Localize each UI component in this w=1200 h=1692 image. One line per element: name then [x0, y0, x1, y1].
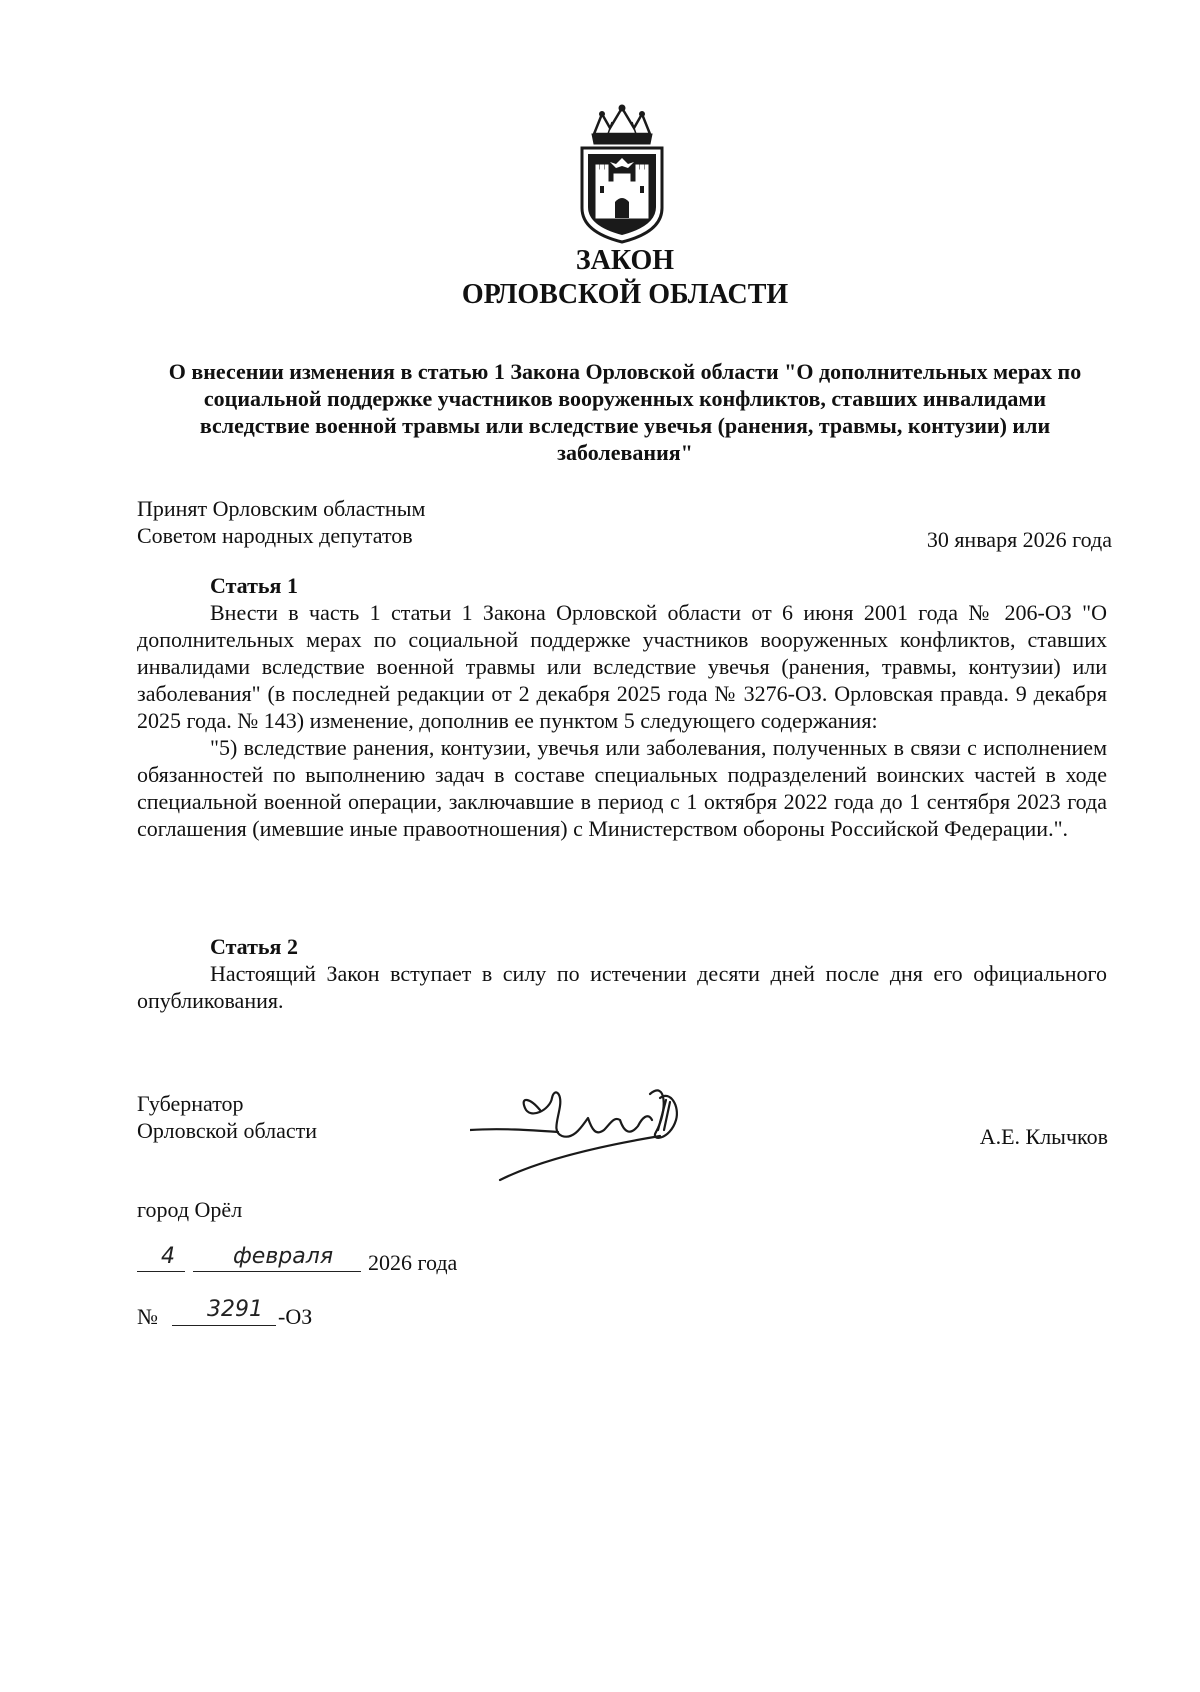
signing-month: февраля — [233, 1244, 334, 1269]
number-suffix: -ОЗ — [278, 1304, 313, 1329]
article-1 — [137, 572, 1107, 842]
article-2 — [137, 933, 1107, 1014]
law-number: 3291 — [207, 1297, 263, 1322]
signing-day: 4 — [161, 1244, 175, 1269]
number-prefix: № — [137, 1304, 158, 1329]
day-underline — [137, 1271, 185, 1272]
article-1-paragraph-1: Внести в часть 1 статьи 1 Закона Орловской области от 6 июня 2001 года № 206-ОЗ "О дополнительных мерах по социальной поддержке участников вооруженных конфликтов, ставших инвалидами вследствие военной травмы или вследствие увечья (ранения, травмы, контузии) или заболевания" (в последней редакции от 2 декабря 2025 года № 3276-ОЗ. Орловская правда. 9 декабря 2025 года. № 143) изменение, дополнив ее пунктом 5 следующего содержания: — [137, 600, 1107, 733]
signatory-title-2: Орловской области — [137, 1118, 317, 1143]
number-underline — [172, 1325, 276, 1326]
signatory-name: А.Е. Клычков — [979, 1124, 1108, 1149]
adoption-date: 30 января 2026 года — [926, 527, 1112, 552]
coat-of-arms-emblem — [572, 104, 672, 244]
adoption-line-1: Принят Орловским областным — [137, 496, 426, 521]
article-1-paragraph-2: "5) вследствие ранения, контузии, увечья или заболевания, полученных в связи с исполнением обязанностей по выполнению задач в составе специальных подразделений воинских частей в ходе специальной военной операции, заключавшие в период с 1 октября 2022 года до 1 сентября 2023 года соглашения (имевшие иные правоотношения) с Министерством обороны Российской Федерации.". — [137, 735, 1107, 841]
city: город Орёл — [137, 1197, 243, 1222]
handwritten-signature — [470, 1080, 700, 1192]
law-subject: О внесении изменения в статью 1 Закона Орловской области "О дополнительных мерах по социальной поддержке участников вооруженных конфликтов, ставших инвалидами вследствие военной травмы или вследствие увечья (ранения, травмы, контузии) или заболевания" — [168, 359, 1082, 465]
adoption-line-2: Советом народных депутатов — [137, 523, 413, 548]
signatory-title-1: Губернатор — [137, 1091, 244, 1116]
article-2-heading: Статья 2 — [210, 934, 298, 959]
signing-year: 2026 года — [368, 1250, 458, 1275]
article-1-heading: Статья 1 — [210, 573, 298, 598]
law-heading: ЗАКОН — [575, 245, 675, 276]
month-underline — [193, 1271, 361, 1272]
article-2-paragraph-1: Настоящий Закон вступает в силу по истечении десяти дней после дня его официального опубликования. — [137, 961, 1107, 1013]
region-heading: ОРЛОВСКОЙ ОБЛАСТИ — [461, 279, 789, 310]
